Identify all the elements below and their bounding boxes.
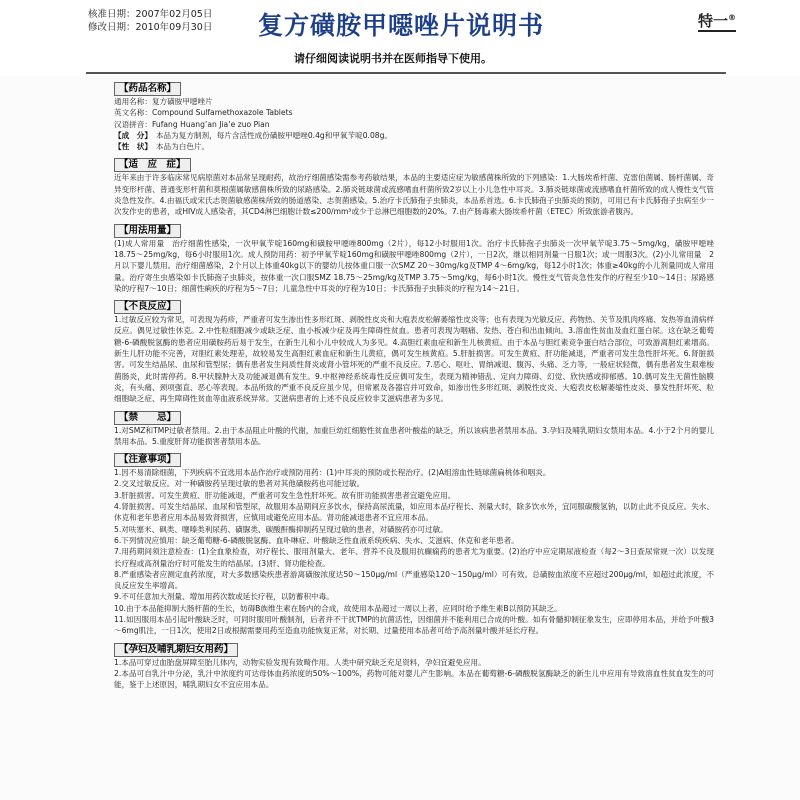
list-item: 4.肾脏损害。可发生结晶尿、血尿和管型尿，故服用本品期间应多饮水，保持高尿流量，如应用本品疗程长、剂量大时，除多饮水外，宜同服碳酸氢钠，以防止此不良反应。失水、休克和老年患者应用本品易致肾损害，应慎用或避免应用本品。肾功能减退患者不宜应用本品。 xyxy=(114,502,714,523)
list-item: 6.下列情况应慎用：缺乏葡萄糖-6-磷酸脱氢酶、血卟啉症、叶酸缺乏性血液系统疾病、失水、艾滋病、休克和老年患者。 xyxy=(114,535,519,545)
leaflet-body xyxy=(114,76,714,794)
indications-text: 近年来由于许多临床常见病原菌对本品常呈现耐药，故治疗细菌感染需参考药敏结果，本品的主要适应症为敏感菌株所致的下列感染：1.大肠埃希杆菌、克雷伯菌属、肠杆菌属、奇异变形杆菌、普通变形杆菌和莫根菌属敏感菌株所致的尿路感染。2.肺炎链球菌或流感嗜血杆菌所致2岁以上小儿急性中耳炎。3.肺炎链球菌或流感嗜血杆菌所致的成人慢性支气管炎急性发作。4.由福氏或宋氏志贺菌敏感菌株所致的肠道感染、志贺菌感染。5.治疗卡氏肺孢子虫肺炎，本品系首选。6.卡氏肺孢子虫肺炎的预防，可用已有卡氏肺孢子虫病至少一次发作史的患者，或HIV成人感染者，其CD4淋巴细胞计数≤200/mm³或少于总淋巴细胞数的20%。7.由产肠毒素大肠埃希杆菌（ETEC）所致旅游者腹泻。 xyxy=(114,173,714,217)
section-pregnancy xyxy=(114,637,714,691)
list-item: 10.由于本品能抑制大肠杆菌的生长，妨碍B族维生素在肠内的合成，故使用本品超过一周以上者，应同时给予维生素B以预防其缺乏。 xyxy=(114,603,562,613)
section-indications xyxy=(114,152,714,217)
list-item: 2.交叉过敏反应。对一种磺胺药呈现过敏的患者对其他磺胺药也可能过敏。 xyxy=(114,479,365,489)
list-item: 5.对呋塞米、砜类、噻嗪类利尿药、磺脲类、碳酸酐酶抑制药呈现过敏的患者，对磺胺药亦可过敏。 xyxy=(114,524,448,534)
list-item: 3.肝脏损害。可发生黄疸、肝功能减退，严重者可发生急性肝坏死。故有肝功能损害患者宜避免应用。 xyxy=(114,490,456,500)
section-description xyxy=(114,141,714,152)
section-composition xyxy=(114,130,714,141)
dosage-text: (1)成人常用量 治疗细菌性感染，一次甲氧苄啶160mg和磺胺甲噁唑800mg（2片），每12小时服用1次。治疗卡氏肺孢子虫肺炎一次甲氧苄啶3.75～5mg/kg，磺胺甲噁唑18.75～25mg/kg，每6小时服用1次。成人预防用药：初予甲氧苄啶160mg和磺胺甲噁唑800mg（2片），一日2次，继以相同剂量一日服1次；或一周服3次。(2)小儿常用量 2月以下婴儿禁用。治疗细菌感染，2个月以上体重40kg以下的婴幼儿按体重口服一次SMZ 20～30mg/kg及TMP 4～6mg/kg，每12小时1次；体重≥40kg的小儿剂量同成人常用量。治疗寄生虫感染如卡氏肺孢子虫肺炎，按体重一次口服SMZ 18.75～25mg/kg及TMP 3.75～5mg/kg，每6小时1次。慢性支气管炎急性发作的疗程至少10～14日；尿路感染的疗程7～10日；细菌性痢疾的疗程为5～7日；儿童急性中耳炎的疗程为10日；卡氏肺孢子虫肺炎的疗程为14～21日。 xyxy=(114,238,714,293)
description-text: 本品为白色片。 xyxy=(155,142,210,152)
list-item: 11.如因服用本品引起叶酸缺乏时，可同时服用叶酸制剂，后者并不干扰TMP的抗菌活性，因细菌并不能利用已合成的叶酸。如有骨髓抑制征象发生，应即停用本品，并给予叶酸3～6mg肌注，一日1次，使用2日或根据需要用药至造血功能恢复正常，对长期、过量使用本品者可给予高剂量叶酸并延长疗程。 xyxy=(114,614,714,636)
section-dosage xyxy=(114,218,714,294)
header-divider xyxy=(86,72,726,74)
english-name: 英文名称：Compound Sulfamethoxazole Tablets xyxy=(114,108,293,118)
date-block xyxy=(88,8,212,34)
section-label: 【成 分】 xyxy=(114,130,152,140)
list-item: 8.严重感染者应测定血药浓度，对大多数感染疾患者游离磺胺浓度达50～150μg/ml（严重感染120～150μg/ml）可有效。总磺胺血浓度不应超过200μg/ml，如超过此浓度，不良反应发生率增高。 xyxy=(114,569,714,591)
list-item: 2.本品可自乳汁中分泌，乳汁中浓度约可达母体血药浓度的50%～100%，药物可能对婴儿产生影响。本品在葡萄糖-6-磷酸脱氢酶缺乏的新生儿中应用有导致溶血性贫血发生的可能，鉴于上述原因，哺乳期妇女不宜应用本品。 xyxy=(114,668,714,690)
pinyin-name: 汉语拼音：Fufang Huang’an Jia’e zuo Pian xyxy=(114,119,270,129)
section-heading: 【用法用量】 xyxy=(114,224,181,238)
section-drug-name xyxy=(114,76,714,130)
contra-text: 1.对SMZ和TMP过敏者禁用。2.由于本品阻止叶酸的代谢，加重巨幼红细胞性贫血患者叶酸盐的缺乏，所以该病患者禁用本品。3.孕妇及哺乳期妇女禁用本品。4.小于2个月的婴儿禁用本品。5.重度肝肾功能损害者禁用本品。 xyxy=(114,425,714,446)
list-item: 9.不可任意加大剂量、增加用药次数或延长疗程，以防蓄积中毒。 xyxy=(114,592,334,602)
section-label: 【性 状】 xyxy=(114,142,152,152)
brand-logo xyxy=(698,9,736,32)
adverse-text: 1.过敏反应较为常见，可表现为药疹，严重者可发生渗出性多形红斑、剥脱性皮炎和大疱表皮松解萎缩性皮炎等；也有表现为光敏反应、药物热、关节及肌肉疼痛、发热等血清病样反应。偶见过敏性休克。2.中性粒细胞减少或缺乏症、血小板减少症及再生障碍性贫血。患者可表现为咽痛、发热、苍白和出血倾向。3.溶血性贫血及血红蛋白尿。这在缺乏葡萄糖-6-磷酸脱氢酶的患者应用磺胺药后易于发生，在新生儿和小儿中较成人为多见。4.高胆红素血症和新生儿核黄疸。由于本品与胆红素竞争蛋白结合部位，可致游离胆红素增高。新生儿肝功能不完善，对胆红素处理差，故较易发生高胆红素血症和新生儿黄疸，偶可发生核黄疸。5.肝脏损害。可发生黄疸、肝功能减退，严重者可发生急性肝坏死。6.肾脏损害。可发生结晶尿、血尿和管型尿；偶有患者发生间质性肾炎或肾小管坏死的严重不良反应。7.恶心、呕吐、胃纳减退、腹泻、头痛、乏力等，一般症状轻微，偶有患者发生艰难梭菌肠炎，此时需停药。8.甲状腺肿大及功能减退偶有发生。9.中枢神经系统毒性反应偶可发生，表现为精神错乱、定向力障碍、幻觉、欣快感或抑郁感。10.偶可发生无菌性脑膜炎，有头痛、颈项强直、恶心等表现。本品所致的严重不良反应虽少见，但常累及各器官并可致命，如渗出性多形红斑、剥脱性皮炎、大疱表皮松解萎缩性皮炎、暴发性肝坏死、粒细胞缺乏症、再生障碍性贫血等血液系统异常。艾滋病患者的上述不良反应较非艾滋病患者为多见。 xyxy=(114,315,714,404)
usage-instruction: 请仔细阅读说明书并在医师指导下使用。 xyxy=(294,52,492,65)
list-item: 1.因不易清除细菌，下列疾病不宜选用本品作治疗或预防用药：(1)中耳炎的预防或长程治疗。(2)A组溶血性链球菌扁桃体和咽炎。 xyxy=(114,468,551,478)
document-title: 复方磺胺甲噁唑片说明书 xyxy=(258,11,545,40)
section-heading: 【禁 忌】 xyxy=(114,411,181,425)
brand-name: 特一 xyxy=(697,12,728,30)
revised-date: 修改日期：2010年09月30日 xyxy=(88,22,213,33)
section-adverse-reactions xyxy=(114,294,714,404)
composition-text: 本品为复方制剂，每片含活性成份磺胺甲噁唑0.4g和甲氧苄啶0.08g。 xyxy=(155,130,393,140)
section-precautions xyxy=(114,447,714,636)
leaflet-header xyxy=(88,8,736,72)
approved-date: 核准日期：2007年02月05日 xyxy=(88,9,213,20)
list-item: 7.用药期间须注意检查：(1)全血象检查，对疗程长、服用剂量大、老年、营养不良及服用抗癫痫药的患者尤为重要。(2)治疗中应定期尿液检查（每2～3日查尿常规一次）以发现长疗程或高剂量治疗时可能发生的结晶尿。(3)肝、肾功能检查。 xyxy=(114,547,714,568)
generic-name: 通用名称：复方磺胺甲噁唑片 xyxy=(114,97,213,106)
section-heading: 【孕妇及哺乳期妇女用药】 xyxy=(114,643,238,657)
section-contraindications xyxy=(114,405,714,448)
section-heading: 【适 应 症】 xyxy=(114,158,191,172)
registered-mark: ® xyxy=(728,13,736,22)
section-heading: 【药品名称】 xyxy=(114,82,181,96)
list-item: 1.本品可穿过血胎盘屏障至胎儿体内，动物实验发现有致畸作用。人类中研究缺乏充足资料，孕妇宜避免应用。 xyxy=(114,657,486,667)
section-heading: 【不良反应】 xyxy=(114,300,181,314)
section-heading: 【注意事项】 xyxy=(114,453,181,467)
